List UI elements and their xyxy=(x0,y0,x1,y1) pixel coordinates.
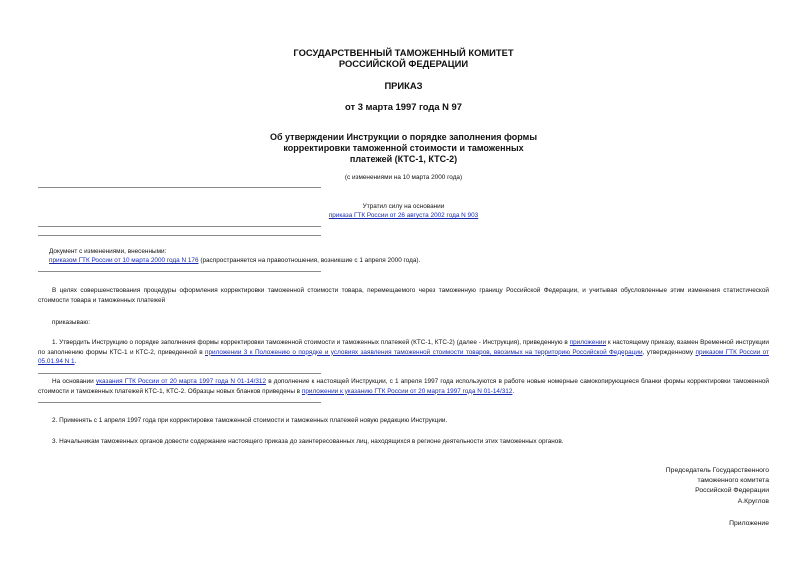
order-word: приказываю: xyxy=(52,319,90,326)
directive-appendix-link[interactable]: приложении к указанию ГТК России от 20 марта 1997 года N 01-14/312 xyxy=(301,387,513,395)
invalidating-order-link[interactable]: приказа ГТК России от 26 августа 2002 года N 903 xyxy=(328,212,479,219)
item-1-note-paragraph: На основании указания ГТК России от 20 марта 1997 года N 01-14/312 в дополнение к настоящей Инструкции, с 1 апреля 1997 года используются в работе новые номерные самокопирующиеся бланки формы корректировки таможенной стоимости и таможенных платежей КТС-1, КТС-2. Образцы новых бланков приведены в приложении к указанию ГТК России от 20 марта 1997 года N 01-14/312. xyxy=(38,378,769,395)
changes-intro: Документ с изменениями, внесенными: xyxy=(49,248,167,255)
signatory-title-line-3: Российской Федерации xyxy=(695,487,769,495)
regulation-appendix-link[interactable]: приложении 3 к Положению о порядке и условиях заявления таможенной стоимости товаров, ввозимых на территорию Российской Федерации xyxy=(205,348,643,356)
signatory-title-line-1: Председатель Государственного xyxy=(665,467,769,474)
amending-order-link[interactable]: приказом ГТК России от 10 марта 2000 года N 176 xyxy=(49,257,199,264)
divider xyxy=(38,235,321,236)
appendix-link[interactable]: приложении xyxy=(569,339,607,346)
signatory-title-line-2: таможенного комитета xyxy=(697,477,769,485)
invalidated-link-line xyxy=(0,212,807,220)
appendix-label: Приложение xyxy=(729,520,769,527)
divider xyxy=(38,226,321,227)
order-1-link[interactable]: приказом ГТК России от 05.01.94 N 1 xyxy=(38,348,770,366)
title-line-3: платежей (КТС-1, КТС-2) xyxy=(349,154,458,164)
order-type: ПРИКАЗ xyxy=(384,80,423,91)
directive-link[interactable]: указания ГТК России от 20 марта 1997 года N 01-14/312 xyxy=(95,378,267,385)
order-date-number: от 3 марта 1997 года N 97 xyxy=(345,101,462,112)
signatory-block xyxy=(666,466,769,507)
invalidated-text: Утратил силу на основании xyxy=(362,203,445,210)
changes-line xyxy=(49,257,769,265)
item-3-paragraph: 3. Начальникам таможенных органов довести содержание настоящего приказа до заинтересованных лиц, находящихся в регионе деятельности этих таможенных органов. xyxy=(52,438,564,445)
divider xyxy=(38,271,321,272)
issuer-line-2: РОССИЙСКОЙ ФЕДЕРАЦИИ xyxy=(338,58,469,69)
amendment-note: (с изменениями на 10 марта 2000 года) xyxy=(344,174,463,181)
signatory-name: А.Круглов xyxy=(737,497,769,505)
preamble-paragraph: В целях совершенствования процедуры оформления корректировки таможенной стоимости товара, перемещаемого через таможенную границу Российской Федерации, и учитывая обусловленные этим изменения статистической стоимости товара и таможенных платежей xyxy=(38,287,769,304)
title-line-1: Об утверждении Инструкции о порядке заполнения формы xyxy=(270,132,537,142)
changes-scope: (распространяется на правоотношения, возникшие с 1 апреля 2000 года). xyxy=(198,257,421,264)
divider xyxy=(38,373,321,374)
divider xyxy=(38,402,321,403)
item-2-paragraph: 2. Применять с 1 апреля 1997 года при корректировке таможенной стоимости и таможенных платежей новую редакцию Инструкции. xyxy=(52,417,448,424)
divider xyxy=(38,187,321,188)
issuer-line-1: ГОСУДАРСТВЕННЫЙ ТАМОЖЕННЫЙ КОМИТЕТ xyxy=(293,47,514,58)
title-line-2: корректировки таможенной стоимости и таможенных xyxy=(283,143,524,153)
item-1-paragraph: 1. Утвердить Инструкцию о порядке заполнения формы корректировки таможенной стоимости и таможенных платежей (КТС-1, КТС-2) (далее - Инструкция), приведенную в приложении к настоящему приказу, взамен Временной инструкции по заполнению формы КТС-1 и КТС-2, приведенной в приложении 3 к Положению о порядке и условиях заявления таможенной стоимости товаров, ввозимых на территорию Российской Федерации, утвержденному приказом ГТК России от 05.01.94 N 1. xyxy=(38,339,770,366)
